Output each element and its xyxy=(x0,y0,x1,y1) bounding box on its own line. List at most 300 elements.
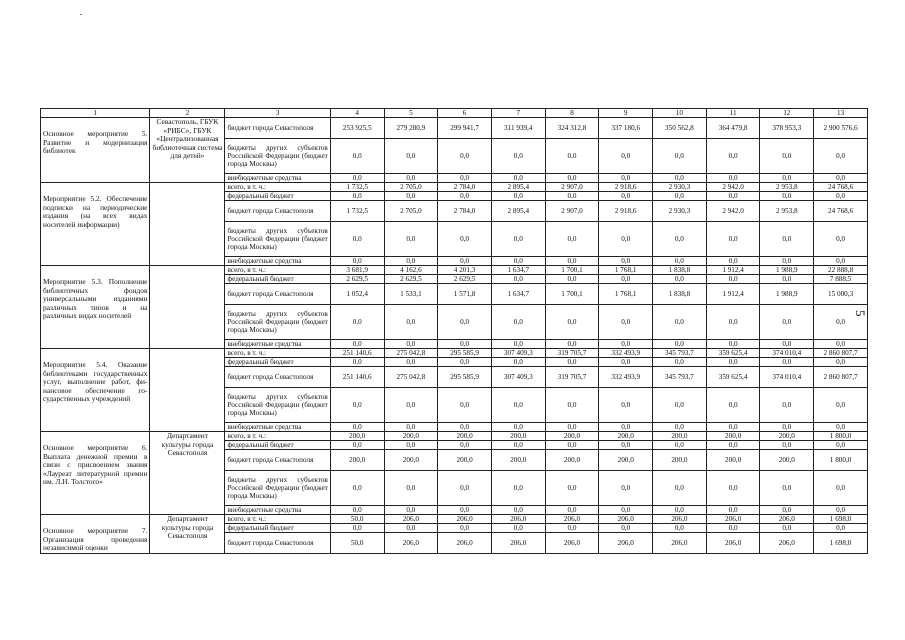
amount-cell: 0,0 xyxy=(438,388,492,423)
amount-cell: 0,0 xyxy=(706,340,760,349)
amount-cell: 2 918,6 xyxy=(599,201,653,222)
amount-cell: 0,0 xyxy=(760,423,814,432)
amount-cell: 0,0 xyxy=(330,471,384,506)
amount-cell: 0,0 xyxy=(599,275,653,284)
amount-cell: 1 800,0 xyxy=(814,432,868,441)
amount-cell: 200,0 xyxy=(384,450,438,471)
amount-cell: 0,0 xyxy=(384,423,438,432)
amount-cell: 0,0 xyxy=(814,222,868,257)
amount-cell: 206,0 xyxy=(438,533,492,554)
amount-cell: 0,0 xyxy=(384,506,438,515)
table-row xyxy=(41,183,868,192)
amount-cell: 0,0 xyxy=(384,471,438,506)
amount-cell: 2 918,6 xyxy=(599,183,653,192)
amount-cell: 251 140,6 xyxy=(330,349,384,358)
amount-cell: 4 162,6 xyxy=(384,266,438,275)
funding-source-cell: бюджет города Севастополя xyxy=(225,450,330,471)
amount-cell: 0,0 xyxy=(706,506,760,515)
amount-cell: 200,0 xyxy=(760,432,814,441)
funding-source-cell: федеральный бюджет xyxy=(225,524,330,533)
amount-cell: 0,0 xyxy=(330,192,384,201)
amount-cell: 299 941,7 xyxy=(438,118,492,139)
amount-cell: 1 800,0 xyxy=(814,450,868,471)
amount-cell: 0,0 xyxy=(760,192,814,201)
amount-cell: 206,0 xyxy=(653,533,707,554)
amount-cell: 0,0 xyxy=(814,257,868,266)
funding-source-cell: всего, в т. ч.: xyxy=(225,515,330,524)
amount-cell: 0,0 xyxy=(599,471,653,506)
amount-cell: 0,0 xyxy=(599,305,653,340)
amount-cell: 324 312,8 xyxy=(545,118,599,139)
amount-cell: 50,0 xyxy=(330,515,384,524)
amount-cell: 0,0 xyxy=(384,192,438,201)
amount-cell: 345 793,7 xyxy=(653,367,707,388)
amount-cell: 350 562,8 xyxy=(653,118,707,139)
amount-cell: 0,0 xyxy=(545,192,599,201)
amount-cell: 307 409,3 xyxy=(491,367,545,388)
amount-cell: 0,0 xyxy=(760,340,814,349)
amount-cell: 1 768,1 xyxy=(599,284,653,305)
amount-cell: 0,0 xyxy=(545,275,599,284)
amount-cell: 1 768,1 xyxy=(599,266,653,275)
amount-cell: 200,0 xyxy=(384,432,438,441)
amount-cell: 206,0 xyxy=(760,533,814,554)
activity-name-cell: Основное мероприятие 6. Выплата денежной премии в связи с присвоением звания «Лауреат литературной премии им. Л.Н. Толстого» xyxy=(41,432,150,515)
amount-cell: 0,0 xyxy=(653,524,707,533)
amount-cell: 0,0 xyxy=(491,275,545,284)
activity-name-cell: Основное мероприятие 7. Организация проведения независимой оценки xyxy=(41,515,150,554)
amount-cell: 206,0 xyxy=(384,515,438,524)
amount-cell: 332 493,9 xyxy=(599,349,653,358)
funding-source-cell: бюджеты других субъектов Российской Федерации (бюджет города Москвы) xyxy=(225,222,330,257)
executor-cell xyxy=(150,266,225,349)
amount-cell: 0,0 xyxy=(599,506,653,515)
activity-name-cell: Мероприятие 5.4. Оказание библиотеками государственных услуг, выполнение работ, финансовое обеспечение государственных учреждений xyxy=(41,349,150,432)
amount-cell: 0,0 xyxy=(330,222,384,257)
activity-name-cell: Мероприятие 5.2. Обеспечение подписки на периодические издания (на всех видах носителей информации) xyxy=(41,183,150,266)
amount-cell: 0,0 xyxy=(491,506,545,515)
activity-name-cell: Мероприятие 5.3. Пополнение библиотечных фондов универсальными изданиями различных типов и на различных видах носителей xyxy=(41,266,150,349)
amount-cell: 1 700,1 xyxy=(545,284,599,305)
header-cell: 2 xyxy=(150,109,225,118)
funding-source-cell: бюджет города Севастополя xyxy=(225,284,330,305)
amount-cell: 206,0 xyxy=(545,515,599,524)
amount-cell: 0,0 xyxy=(814,441,868,450)
funding-source-cell: федеральный бюджет xyxy=(225,358,330,367)
amount-cell: 200,0 xyxy=(330,432,384,441)
amount-cell: 0,0 xyxy=(330,174,384,183)
amount-cell: 0,0 xyxy=(330,388,384,423)
amount-cell: 0,0 xyxy=(760,257,814,266)
amount-cell: 0,0 xyxy=(545,139,599,174)
executor-cell: Севастополь, ГБУК «РИБС», ГБУК «Централизованная библиотечная система для детей» xyxy=(150,118,225,183)
amount-cell: 206,0 xyxy=(653,515,707,524)
funding-source-cell: федеральный бюджет xyxy=(225,441,330,450)
amount-cell: 0,0 xyxy=(545,222,599,257)
amount-cell: 0,0 xyxy=(814,506,868,515)
amount-cell: 0,0 xyxy=(438,305,492,340)
amount-cell: 0,0 xyxy=(545,305,599,340)
amount-cell: 1 698,0 xyxy=(814,533,868,554)
amount-cell: 0,0 xyxy=(330,358,384,367)
amount-cell: 1 052,4 xyxy=(330,284,384,305)
amount-cell: 0,0 xyxy=(491,222,545,257)
amount-cell: 206,0 xyxy=(545,533,599,554)
amount-cell: 0,0 xyxy=(491,358,545,367)
amount-cell: 0,0 xyxy=(491,423,545,432)
amount-cell: 2 629,5 xyxy=(330,275,384,284)
header-row xyxy=(41,109,868,118)
header-cell: 3 xyxy=(225,109,330,118)
amount-cell: 0,0 xyxy=(653,506,707,515)
funding-source-cell: федеральный бюджет xyxy=(225,192,330,201)
amount-cell: 0,0 xyxy=(653,222,707,257)
amount-cell: 332 493,9 xyxy=(599,367,653,388)
funding-source-cell: бюджеты других субъектов Российской Федерации (бюджет города Москвы) xyxy=(225,305,330,340)
amount-cell: 275 042,8 xyxy=(384,367,438,388)
amount-cell: 0,0 xyxy=(814,388,868,423)
amount-cell: 0,0 xyxy=(545,423,599,432)
amount-cell: 319 705,7 xyxy=(545,367,599,388)
amount-cell: 2 930,3 xyxy=(653,201,707,222)
amount-cell: 0,0 xyxy=(330,305,384,340)
amount-cell: 307 409,3 xyxy=(491,349,545,358)
amount-cell: 200,0 xyxy=(545,450,599,471)
amount-cell: 0,0 xyxy=(760,441,814,450)
header-cell: 8 xyxy=(545,109,599,118)
amount-cell: 2 942,0 xyxy=(706,201,760,222)
amount-cell: 0,0 xyxy=(545,388,599,423)
amount-cell: 2 953,8 xyxy=(760,183,814,192)
amount-cell: 279 280,9 xyxy=(384,118,438,139)
amount-cell: 0,0 xyxy=(814,340,868,349)
amount-cell: 200,0 xyxy=(545,432,599,441)
budget-table xyxy=(40,108,868,554)
amount-cell: 1 634,7 xyxy=(491,284,545,305)
amount-cell: 378 953,3 xyxy=(760,118,814,139)
amount-cell: 206,0 xyxy=(706,515,760,524)
amount-cell: 0,0 xyxy=(760,139,814,174)
amount-cell: 1 988,9 xyxy=(760,266,814,275)
amount-cell: 2 860 807,7 xyxy=(814,367,868,388)
amount-cell: 4 201,3 xyxy=(438,266,492,275)
amount-cell: 0,0 xyxy=(814,471,868,506)
amount-cell: 0,0 xyxy=(814,358,868,367)
amount-cell: 0,0 xyxy=(384,524,438,533)
amount-cell: 0,0 xyxy=(599,192,653,201)
amount-cell: 0,0 xyxy=(706,174,760,183)
amount-cell: 0,0 xyxy=(545,257,599,266)
amount-cell: 0,0 xyxy=(760,305,814,340)
amount-cell: 359 625,4 xyxy=(706,367,760,388)
amount-cell: 200,0 xyxy=(438,450,492,471)
amount-cell: 200,0 xyxy=(491,432,545,441)
amount-cell: 2 900 576,6 xyxy=(814,118,868,139)
amount-cell: 2 907,0 xyxy=(545,183,599,192)
amount-cell: 0,0 xyxy=(653,305,707,340)
amount-cell: 0,0 xyxy=(438,192,492,201)
amount-cell: 0,0 xyxy=(491,257,545,266)
amount-cell: 0,0 xyxy=(653,139,707,174)
funding-source-cell: бюджеты других субъектов Российской Федерации (бюджет города Москвы) xyxy=(225,471,330,506)
amount-cell: 1 700,1 xyxy=(545,266,599,275)
amount-cell: 0,0 xyxy=(545,174,599,183)
table-row xyxy=(41,515,868,524)
amount-cell: 2 930,3 xyxy=(653,183,707,192)
table-row xyxy=(41,266,868,275)
amount-cell: 0,0 xyxy=(384,139,438,174)
amount-cell: 0,0 xyxy=(545,471,599,506)
amount-cell: 0,0 xyxy=(491,305,545,340)
amount-cell: 364 479,8 xyxy=(706,118,760,139)
amount-cell: 0,0 xyxy=(491,388,545,423)
amount-cell: 206,0 xyxy=(491,533,545,554)
amount-cell: 0,0 xyxy=(760,506,814,515)
table-body xyxy=(41,109,868,554)
amount-cell: 200,0 xyxy=(760,450,814,471)
amount-cell: 0,0 xyxy=(653,275,707,284)
page-number: 5 xyxy=(853,310,868,317)
amount-cell: 0,0 xyxy=(706,192,760,201)
amount-cell: 206,0 xyxy=(706,533,760,554)
amount-cell: 0,0 xyxy=(438,441,492,450)
amount-cell: 0,0 xyxy=(706,257,760,266)
amount-cell: 1 634,7 xyxy=(491,266,545,275)
funding-source-cell: внебюджетные средства xyxy=(225,506,330,515)
header-cell: 10 xyxy=(653,109,707,118)
funding-source-cell: всего, в т. ч.: xyxy=(225,349,330,358)
amount-cell: 0,0 xyxy=(438,358,492,367)
executor-cell: Департамент культуры города Севастополя xyxy=(150,515,225,554)
amount-cell: 0,0 xyxy=(330,441,384,450)
amount-cell: 7 888,5 xyxy=(814,275,868,284)
amount-cell: 200,0 xyxy=(653,432,707,441)
amount-cell: 0,0 xyxy=(760,471,814,506)
header-cell: 13 xyxy=(814,109,868,118)
amount-cell: 0,0 xyxy=(599,139,653,174)
amount-cell: 2 629,5 xyxy=(384,275,438,284)
header-cell: 6 xyxy=(438,109,492,118)
amount-cell: 0,0 xyxy=(760,524,814,533)
amount-cell: 1 912,4 xyxy=(706,284,760,305)
amount-cell: 311 939,4 xyxy=(491,118,545,139)
amount-cell: 0,0 xyxy=(545,340,599,349)
amount-cell: 2 953,8 xyxy=(760,201,814,222)
amount-cell: 0,0 xyxy=(706,358,760,367)
amount-cell: 0,0 xyxy=(384,222,438,257)
amount-cell: 0,0 xyxy=(545,441,599,450)
amount-cell: 0,0 xyxy=(330,139,384,174)
amount-cell: 0,0 xyxy=(706,423,760,432)
amount-cell: 0,0 xyxy=(545,358,599,367)
amount-cell: 0,0 xyxy=(438,524,492,533)
amount-cell: 0,0 xyxy=(653,471,707,506)
amount-cell: 0,0 xyxy=(330,506,384,515)
amount-cell: 2 895,4 xyxy=(491,201,545,222)
amount-cell: 0,0 xyxy=(599,174,653,183)
amount-cell: 206,0 xyxy=(599,515,653,524)
executor-cell xyxy=(150,349,225,432)
amount-cell: 0,0 xyxy=(438,174,492,183)
amount-cell: 1 838,8 xyxy=(653,284,707,305)
amount-cell: 0,0 xyxy=(438,222,492,257)
amount-cell: 0,0 xyxy=(491,192,545,201)
amount-cell: 0,0 xyxy=(491,441,545,450)
amount-cell: 0,0 xyxy=(330,257,384,266)
executor-cell: Департамент культуры города Севастополя xyxy=(150,432,225,515)
amount-cell: 0,0 xyxy=(438,340,492,349)
amount-cell: 0,0 xyxy=(599,441,653,450)
amount-cell: 0,0 xyxy=(653,423,707,432)
amount-cell: 0,0 xyxy=(760,222,814,257)
amount-cell: 0,0 xyxy=(384,174,438,183)
amount-cell: 3 681,9 xyxy=(330,266,384,275)
amount-cell: 200,0 xyxy=(599,432,653,441)
scan-speck xyxy=(80,14,82,15)
amount-cell: 0,0 xyxy=(599,222,653,257)
funding-source-cell: бюджет города Севастополя xyxy=(225,367,330,388)
amount-cell: 0,0 xyxy=(438,471,492,506)
amount-cell: 0,0 xyxy=(760,174,814,183)
funding-source-cell: бюджет города Севастополя xyxy=(225,118,330,139)
amount-cell: 0,0 xyxy=(653,358,707,367)
amount-cell: 1 698,0 xyxy=(814,515,868,524)
amount-cell: 206,0 xyxy=(599,533,653,554)
header-cell: 7 xyxy=(491,109,545,118)
amount-cell: 2 860 807,7 xyxy=(814,349,868,358)
amount-cell: 15 000,3 xyxy=(814,284,868,305)
amount-cell: 0,0 xyxy=(653,388,707,423)
header-cell: 9 xyxy=(599,109,653,118)
amount-cell: 1 988,9 xyxy=(760,284,814,305)
amount-cell: 206,0 xyxy=(438,515,492,524)
amount-cell: 0,0 xyxy=(438,423,492,432)
amount-cell: 0,0 xyxy=(653,174,707,183)
amount-cell: 1 732,5 xyxy=(330,201,384,222)
amount-cell: 0,0 xyxy=(706,524,760,533)
amount-cell: 1 571,8 xyxy=(438,284,492,305)
amount-cell: 0,0 xyxy=(330,524,384,533)
activity-name-cell: Основное мероприятие 5. Развитие и модернизация библиотек xyxy=(41,118,150,183)
amount-cell: 0,0 xyxy=(706,388,760,423)
amount-cell: 200,0 xyxy=(491,450,545,471)
funding-source-cell: внебюджетные средства xyxy=(225,340,330,349)
amount-cell: 2 942,0 xyxy=(706,183,760,192)
amount-cell: 200,0 xyxy=(330,450,384,471)
amount-cell: 1 732,5 xyxy=(330,183,384,192)
amount-cell: 251 140,6 xyxy=(330,367,384,388)
amount-cell: 0,0 xyxy=(706,222,760,257)
amount-cell: 0,0 xyxy=(491,524,545,533)
amount-cell: 0,0 xyxy=(491,340,545,349)
amount-cell: 275 042,8 xyxy=(384,349,438,358)
amount-cell: 0,0 xyxy=(814,139,868,174)
amount-cell: 206,0 xyxy=(760,515,814,524)
amount-cell: 24 768,6 xyxy=(814,201,868,222)
amount-cell: 337 180,6 xyxy=(599,118,653,139)
amount-cell: 0,0 xyxy=(491,174,545,183)
amount-cell: 0,0 xyxy=(706,305,760,340)
amount-cell: 2 629,5 xyxy=(438,275,492,284)
amount-cell: 200,0 xyxy=(706,450,760,471)
amount-cell: 2 705,0 xyxy=(384,201,438,222)
amount-cell: 295 585,9 xyxy=(438,367,492,388)
amount-cell: 200,0 xyxy=(438,432,492,441)
amount-cell: 0,0 xyxy=(706,471,760,506)
amount-cell: 0,0 xyxy=(599,257,653,266)
amount-cell: 0,0 xyxy=(384,388,438,423)
amount-cell: 2 895,4 xyxy=(491,183,545,192)
header-cell: 12 xyxy=(760,109,814,118)
amount-cell: 0,0 xyxy=(438,506,492,515)
funding-source-cell: бюджеты других субъектов Российской Федерации (бюджет города Москвы) xyxy=(225,139,330,174)
amount-cell: 22 888,8 xyxy=(814,266,868,275)
amount-cell: 0,0 xyxy=(760,388,814,423)
amount-cell: 0,0 xyxy=(384,257,438,266)
amount-cell: 0,0 xyxy=(760,275,814,284)
amount-cell: 0,0 xyxy=(438,139,492,174)
funding-source-cell: всего, в т. ч.: xyxy=(225,432,330,441)
amount-cell: 0,0 xyxy=(706,441,760,450)
amount-cell: 0,0 xyxy=(330,423,384,432)
amount-cell: 0,0 xyxy=(599,388,653,423)
funding-source-cell: внебюджетные средства xyxy=(225,174,330,183)
amount-cell: 1 912,4 xyxy=(706,266,760,275)
header-cell: 11 xyxy=(706,109,760,118)
amount-cell: 0,0 xyxy=(814,174,868,183)
amount-cell: 0,0 xyxy=(706,139,760,174)
amount-cell: 0,0 xyxy=(653,441,707,450)
amount-cell: 24 768,6 xyxy=(814,183,868,192)
amount-cell: 206,0 xyxy=(491,515,545,524)
amount-cell: 0,0 xyxy=(599,358,653,367)
amount-cell: 0,0 xyxy=(814,423,868,432)
funding-source-cell: бюджеты других субъектов Российской Федерации (бюджет города Москвы) xyxy=(225,388,330,423)
amount-cell: 2 907,0 xyxy=(545,201,599,222)
amount-cell: 1 533,1 xyxy=(384,284,438,305)
header-cell: 4 xyxy=(330,109,384,118)
amount-cell: 0,0 xyxy=(545,524,599,533)
funding-source-cell: федеральный бюджет xyxy=(225,275,330,284)
amount-cell: 0,0 xyxy=(706,275,760,284)
header-cell: 1 xyxy=(41,109,150,118)
amount-cell: 0,0 xyxy=(653,257,707,266)
amount-cell: 374 010,4 xyxy=(760,349,814,358)
amount-cell: 0,0 xyxy=(814,524,868,533)
amount-cell: 200,0 xyxy=(706,432,760,441)
amount-cell: 2 784,0 xyxy=(438,201,492,222)
amount-cell: 0,0 xyxy=(760,358,814,367)
amount-cell: 206,0 xyxy=(384,533,438,554)
amount-cell: 0,0 xyxy=(599,340,653,349)
amount-cell: 0,0 xyxy=(599,423,653,432)
amount-cell: 0,0 xyxy=(384,305,438,340)
amount-cell: 2 705,0 xyxy=(384,183,438,192)
amount-cell: 374 010,4 xyxy=(760,367,814,388)
amount-cell: 0,0 xyxy=(438,257,492,266)
amount-cell: 200,0 xyxy=(653,450,707,471)
amount-cell: 0,0 xyxy=(814,192,868,201)
amount-cell: 0,0 xyxy=(653,340,707,349)
amount-cell: 0,0 xyxy=(599,524,653,533)
amount-cell: 0,0 xyxy=(814,305,868,340)
table-row xyxy=(41,349,868,358)
amount-cell: 319 705,7 xyxy=(545,349,599,358)
amount-cell: 345 793,7 xyxy=(653,349,707,358)
amount-cell: 359 625,4 xyxy=(706,349,760,358)
executor-cell xyxy=(150,183,225,266)
funding-source-cell: бюджет города Севастополя xyxy=(225,533,330,554)
